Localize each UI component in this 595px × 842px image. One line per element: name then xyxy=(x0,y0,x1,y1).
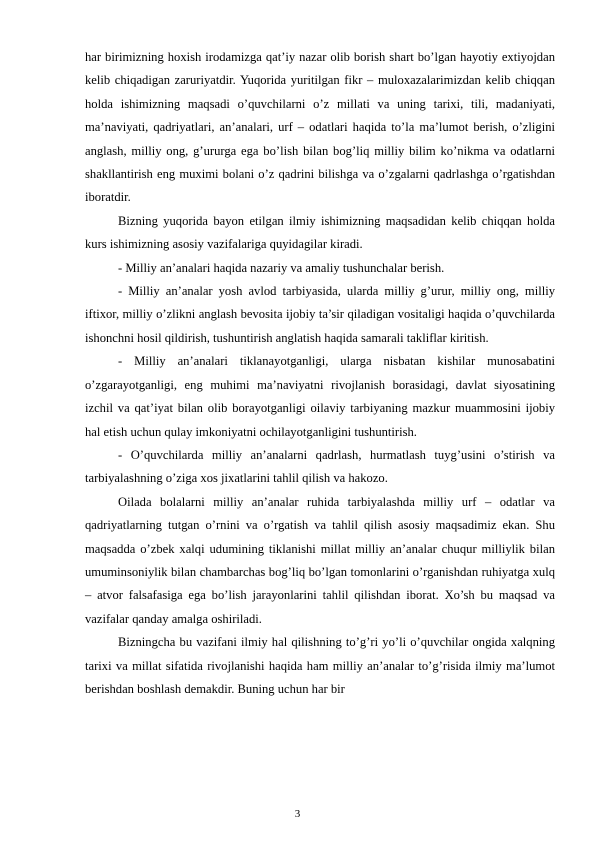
paragraph-4: - Milliy an’analar yosh avlod tarbiyasida, ularda milliy g’urur, milliy ong, milliy iftixor, milliy o’zlikni anglash bevosita ijobiy ta’sir qiladigan vositaligi haqida o’quvchilarda ishonchni hosil qildirish, tushuntirish anglatish haqida samarali takliflar kiritish. xyxy=(85,284,555,345)
paragraph-6: - O’quvchilarda milliy an’analarni qadrlash, hurmatlash tuyg’usini o’stirish va tarbiyalashning o’ziga xos jixatlarini tahlil qilish va hakozo. xyxy=(85,447,555,486)
document-page xyxy=(85,46,555,701)
page-number: 3 xyxy=(294,808,301,820)
paragraph-5: - Milliy an’analari tiklanayotganligi, ularga nisbatan kishilar munosabatini o’zgarayotganligi, eng muhimi ma’naviyatni rivojlanish borasidagi, davlat siyosatining izchil va qat’iyat bilan olib borayotganligi oilaviy tarbiyaning mazkur muammosini ijobiy hal etish uchun qulay imkoniyatni ochilayotganligini tushuntirish. xyxy=(85,354,555,439)
paragraph-1: har birimizning hoxish irodamizga qat’iy nazar olib borish shart bo’lgan hayotiy extiyojdan kelib chiqadigan zaruriyatdir. Yuqorida yuritilgan fikr – muloxazalarimizdan kelib chiqqan holda ishimizning maqsadi o’quvchilarni o’z millati va uning tarixi, tili, madaniyati, ma’naviyati, qadriyatlari, an’analari, urf – odatlari haqida to’la ma’lumot berish, o’zligini anglash, milliy ong, g’ururga ega bo’lish bilan bog’liq milliy bilim ko’nikma va odatlarni shakllantirish eng muximi bolani o’z qadrini bilishga va o’zgalarni qadrlashga o’rgatishdan iboratdir. xyxy=(85,50,555,205)
paragraph-7: Oilada bolalarni milliy an’analar ruhida tarbiyalashda milliy urf – odatlar va qadriyatlarning tutgan o’rnini va o’rgatish va tahlil qilish asosiy maqsadimiz ekan. Shu maqsadda o’zbek xalqi udumining tiklanishi millat milliy an’analar chuqur milliylik bilan umuminsoniylik bilan chambarchas bog’liq bo’lgan tomonlarini o’rganishdan ruhiyatga xulq – atvor falsafasiga ega bo’lish jarayonlarini tahlil qilishdan iborat. Xo’sh bu maqsad va vazifalar qanday amalga oshiriladi. xyxy=(85,494,555,626)
paragraph-3: - Milliy an’analari haqida nazariy va amaliy tushunchalar berish. xyxy=(118,260,445,275)
paragraph-2: Bizning yuqorida bayon etilgan ilmiy ishimizning maqsadidan kelib chiqqan holda kurs ishimizning asosiy vazifalariga quyidagilar kiradi. xyxy=(85,213,555,252)
paragraph-8: Bizningcha bu vazifani ilmiy hal qilishning to’g’ri yo’li o’quvchilar ongida xalqning tarixi va millat sifatida rivojlanishi haqida ham milliy an’analar to’g’risida ilmiy ma’lumot berishdan boshlash demakdir. Buning uchun har bir xyxy=(85,635,555,696)
